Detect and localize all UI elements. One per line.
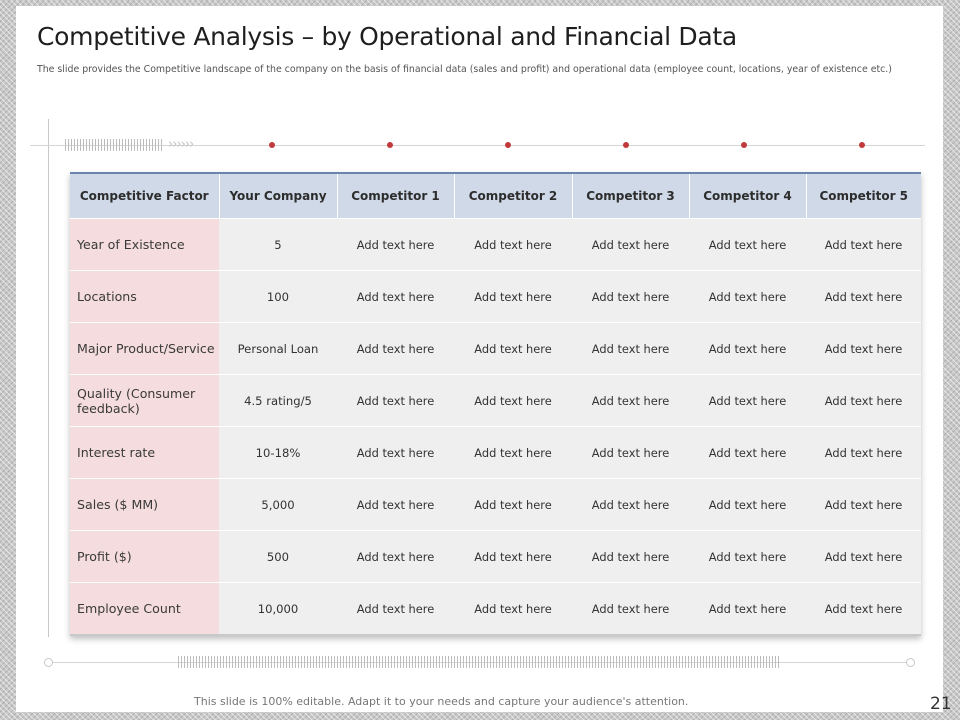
factor-label: Profit ($): [70, 531, 219, 583]
column-header: Competitor 4: [689, 173, 806, 219]
competitor-cell: Add text here: [572, 323, 689, 375]
competitor-cell: Add text here: [689, 531, 806, 583]
competitor-cell: Add text here: [337, 531, 454, 583]
column-header: Competitor 1: [337, 173, 454, 219]
factor-label: Employee Count: [70, 583, 219, 636]
your-company-cell: 500: [219, 531, 337, 583]
column-dot-4: [623, 142, 629, 148]
slide: [16, 6, 952, 714]
competitive-analysis-table: [70, 172, 921, 636]
column-dot-5: [741, 142, 747, 148]
competitor-cell: Add text here: [806, 583, 921, 636]
competitor-cell: Add text here: [806, 323, 921, 375]
column-header: Competitor 2: [454, 173, 572, 219]
column-dot-2: [387, 142, 393, 148]
competitor-cell: Add text here: [337, 427, 454, 479]
competitor-cell: Add text here: [806, 427, 921, 479]
factor-label: Sales ($ MM): [70, 479, 219, 531]
column-header: Your Company: [219, 173, 337, 219]
competitor-cell: Add text here: [689, 375, 806, 427]
your-company-cell: 10-18%: [219, 427, 337, 479]
competitor-cell: Add text here: [454, 323, 572, 375]
table-row: [70, 323, 921, 375]
competitor-cell: Add text here: [689, 323, 806, 375]
competitor-cell: Add text here: [454, 583, 572, 636]
your-company-cell: 4.5 rating/5: [219, 375, 337, 427]
competitor-cell: Add text here: [454, 375, 572, 427]
chevrons-icon: ››››››: [168, 137, 194, 152]
competitor-cell: Add text here: [337, 375, 454, 427]
table-row: [70, 375, 921, 427]
page-number: 21: [930, 694, 952, 714]
competitor-cell: Add text here: [806, 479, 921, 531]
competitor-cell: Add text here: [689, 583, 806, 636]
competitor-cell: Add text here: [337, 583, 454, 636]
column-header: Competitor 3: [572, 173, 689, 219]
decor-vertical-line: [48, 119, 49, 637]
decor-circle-left: [44, 658, 53, 667]
factor-label: Interest rate: [70, 427, 219, 479]
competitor-cell: Add text here: [337, 323, 454, 375]
factor-label: Major Product/Service: [70, 323, 219, 375]
factor-label: Quality (Consumer feedback): [70, 375, 219, 427]
column-dot-1: [269, 142, 275, 148]
competitor-cell: Add text here: [572, 531, 689, 583]
competitor-cell: Add text here: [337, 479, 454, 531]
decor-barcode-top: [65, 139, 163, 151]
decor-circle-right: [906, 658, 915, 667]
table-row: [70, 271, 921, 323]
your-company-cell: 5,000: [219, 479, 337, 531]
competitor-cell: Add text here: [454, 427, 572, 479]
competitor-cell: Add text here: [572, 219, 689, 271]
table-row: [70, 479, 921, 531]
competitor-cell: Add text here: [572, 583, 689, 636]
table-row: [70, 427, 921, 479]
competitor-cell: Add text here: [572, 427, 689, 479]
slide-title: Competitive Analysis – by Operational and Financial Data: [37, 22, 737, 51]
competitor-cell: Add text here: [689, 479, 806, 531]
competitor-cell: Add text here: [337, 219, 454, 271]
column-header: Competitive Factor: [70, 173, 219, 219]
table-row: [70, 531, 921, 583]
competitor-cell: Add text here: [806, 219, 921, 271]
competitor-cell: Add text here: [689, 427, 806, 479]
factor-label: Locations: [70, 271, 219, 323]
factor-label: Year of Existence: [70, 219, 219, 271]
slide-subtitle: The slide provides the Competitive landscape of the company on the basis of financial data (sales and profit) and operational data (employee count, locations, year of existence etc.): [37, 64, 892, 75]
table-row: [70, 583, 921, 636]
decor-top-line: [30, 145, 925, 146]
your-company-cell: Personal Loan: [219, 323, 337, 375]
table-header-row: [70, 173, 921, 219]
table-row: [70, 219, 921, 271]
your-company-cell: 100: [219, 271, 337, 323]
competitor-cell: Add text here: [337, 271, 454, 323]
competitor-cell: Add text here: [572, 271, 689, 323]
your-company-cell: 5: [219, 219, 337, 271]
column-header: Competitor 5: [806, 173, 921, 219]
decor-barcode-bottom: [178, 656, 780, 668]
column-dot-3: [505, 142, 511, 148]
competitor-cell: Add text here: [454, 271, 572, 323]
competitor-cell: Add text here: [572, 375, 689, 427]
competitor-cell: Add text here: [572, 479, 689, 531]
competitor-cell: Add text here: [689, 219, 806, 271]
competitor-cell: Add text here: [454, 531, 572, 583]
competitor-cell: Add text here: [806, 531, 921, 583]
your-company-cell: 10,000: [219, 583, 337, 636]
competitor-cell: Add text here: [454, 219, 572, 271]
competitor-cell: Add text here: [454, 479, 572, 531]
competitor-cell: Add text here: [806, 271, 921, 323]
competitor-cell: Add text here: [689, 271, 806, 323]
column-dot-6: [859, 142, 865, 148]
competitor-cell: Add text here: [806, 375, 921, 427]
footer-note: This slide is 100% editable. Adapt it to your needs and capture your audience's attention.: [194, 695, 689, 708]
